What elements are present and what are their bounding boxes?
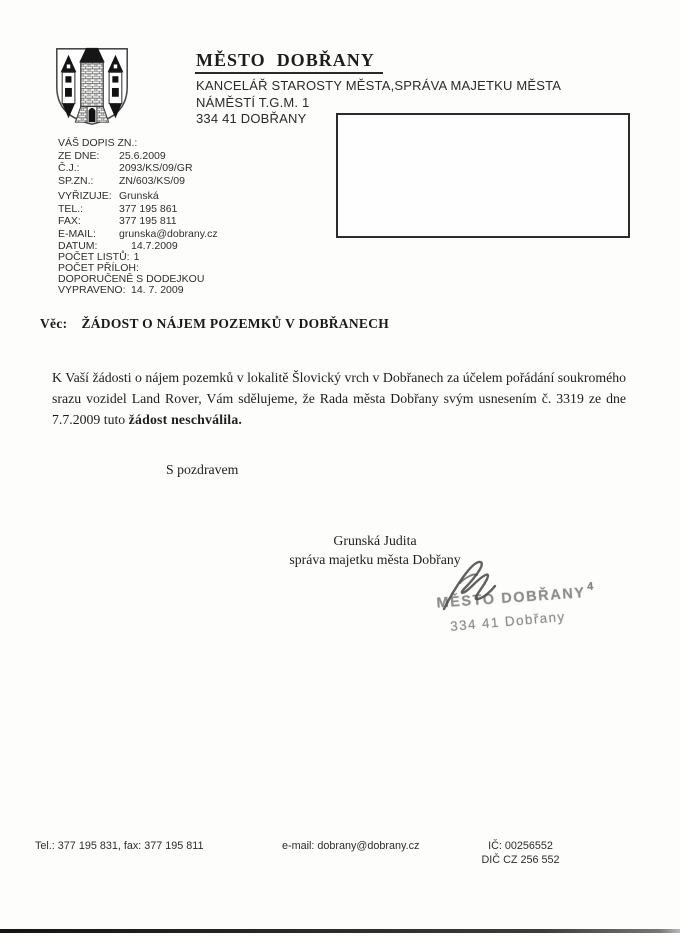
meta-value: 14.7.2009 xyxy=(131,240,178,252)
meta-row xyxy=(58,150,193,163)
recipient-address-box xyxy=(336,113,630,238)
subject-text: ŽÁDOST O NÁJEM POZEMKŮ V DOBŘANECH xyxy=(81,316,390,331)
meta-value: 14. 7. 2009 xyxy=(131,284,184,296)
meta-row xyxy=(58,285,208,296)
meta-label: VYŘIZUJE: xyxy=(58,190,112,202)
stamp-number: 4 xyxy=(586,580,596,594)
handwritten-signature-icon xyxy=(430,555,510,617)
dispatch-metadata-block xyxy=(58,241,208,296)
closing-salutation: S pozdravem xyxy=(166,462,239,477)
meta-label: FAX: xyxy=(58,215,81,228)
meta-value: 377 195 861 xyxy=(119,202,178,215)
signer-title: správa majetku města Dobřany xyxy=(289,552,461,567)
meta-label: Č.J.: xyxy=(58,162,80,175)
meta-row xyxy=(58,162,193,175)
meta-label: DOPORUČENĚ S DODEJKOU xyxy=(58,273,205,285)
org-dept-line: KANCELÁŘ STAROSTY MĚSTA,SPRÁVA MAJETKU MĚSTA xyxy=(196,78,562,93)
handler-contact-block xyxy=(58,190,218,241)
org-street-line: NÁMĚSTÍ T.G.M. 1 xyxy=(196,94,310,110)
meta-row xyxy=(58,137,193,150)
meta-value: 2093/KS/09/GR xyxy=(119,162,193,175)
meta-value: ZN/603/KS/09 xyxy=(119,175,185,188)
body-decision-bold: žádost neschválila. xyxy=(128,412,243,427)
meta-label: VÁŠ DOPIS ZN.: xyxy=(58,137,138,149)
reference-metadata-block xyxy=(58,137,193,188)
meta-label: DATUM: xyxy=(58,240,98,252)
scan-edge-artifact xyxy=(0,929,680,933)
footer-phone-fax: Tel.: 377 195 831, fax: 377 195 811 xyxy=(35,840,204,852)
meta-label: POČET LISTŮ: xyxy=(58,251,130,263)
body-text: K Vaší žádosti o nájem pozemků v lokalitě Šlovický vrch v Dobřanech za účelem pořádání soukromého srazu vozidel Land Rover, Vám sdělujeme, že Rada města Dobřany svým usnesením č. 3319 ze dne 7.7.2009 tuto xyxy=(52,370,626,427)
footer-ic: IČ: 00256552 xyxy=(488,840,553,852)
stamp-line1: MĚSTO DOBŘANY xyxy=(436,585,587,612)
signer-name: Grunská Judita xyxy=(333,533,417,548)
meta-row xyxy=(58,203,218,216)
meta-value: grunska@dobrany.cz xyxy=(119,228,218,241)
meta-value: 25.6.2009 xyxy=(119,149,166,162)
meta-label: TEL.: xyxy=(58,202,84,215)
meta-value: 1 xyxy=(133,251,140,263)
stamp-postal-line: 334 41 Dobřany xyxy=(449,608,567,634)
meta-row xyxy=(58,215,218,228)
footer-dic: DIČ CZ 256 552 xyxy=(481,853,560,866)
footer-email: e-mail: dobrany@dobrany.cz xyxy=(282,840,420,852)
meta-label: POČET PŘÍLOH: xyxy=(58,262,139,274)
dobrany-city-coat-of-arms-icon xyxy=(48,42,136,130)
title-underline xyxy=(195,72,383,74)
meta-value: Grunská xyxy=(119,190,159,202)
meta-label: VYPRAVENO: xyxy=(58,284,126,296)
letter-body-paragraph xyxy=(52,367,626,430)
subject-prefix: Věc: xyxy=(40,316,68,331)
meta-value: 377 195 811 xyxy=(119,215,177,228)
org-city-line: 334 41 DOBŘANY xyxy=(196,111,307,126)
meta-label: E-MAIL: xyxy=(58,228,96,241)
meta-row xyxy=(58,175,193,188)
meta-row xyxy=(58,228,218,241)
subject-line xyxy=(40,316,389,332)
meta-label: ZE DNE: xyxy=(58,149,100,162)
meta-label: SP.ZN.: xyxy=(58,175,94,188)
meta-row xyxy=(58,190,218,203)
footer-company-ids xyxy=(458,840,583,867)
organization-title: MĚSTO DOBŘANY xyxy=(196,50,375,70)
